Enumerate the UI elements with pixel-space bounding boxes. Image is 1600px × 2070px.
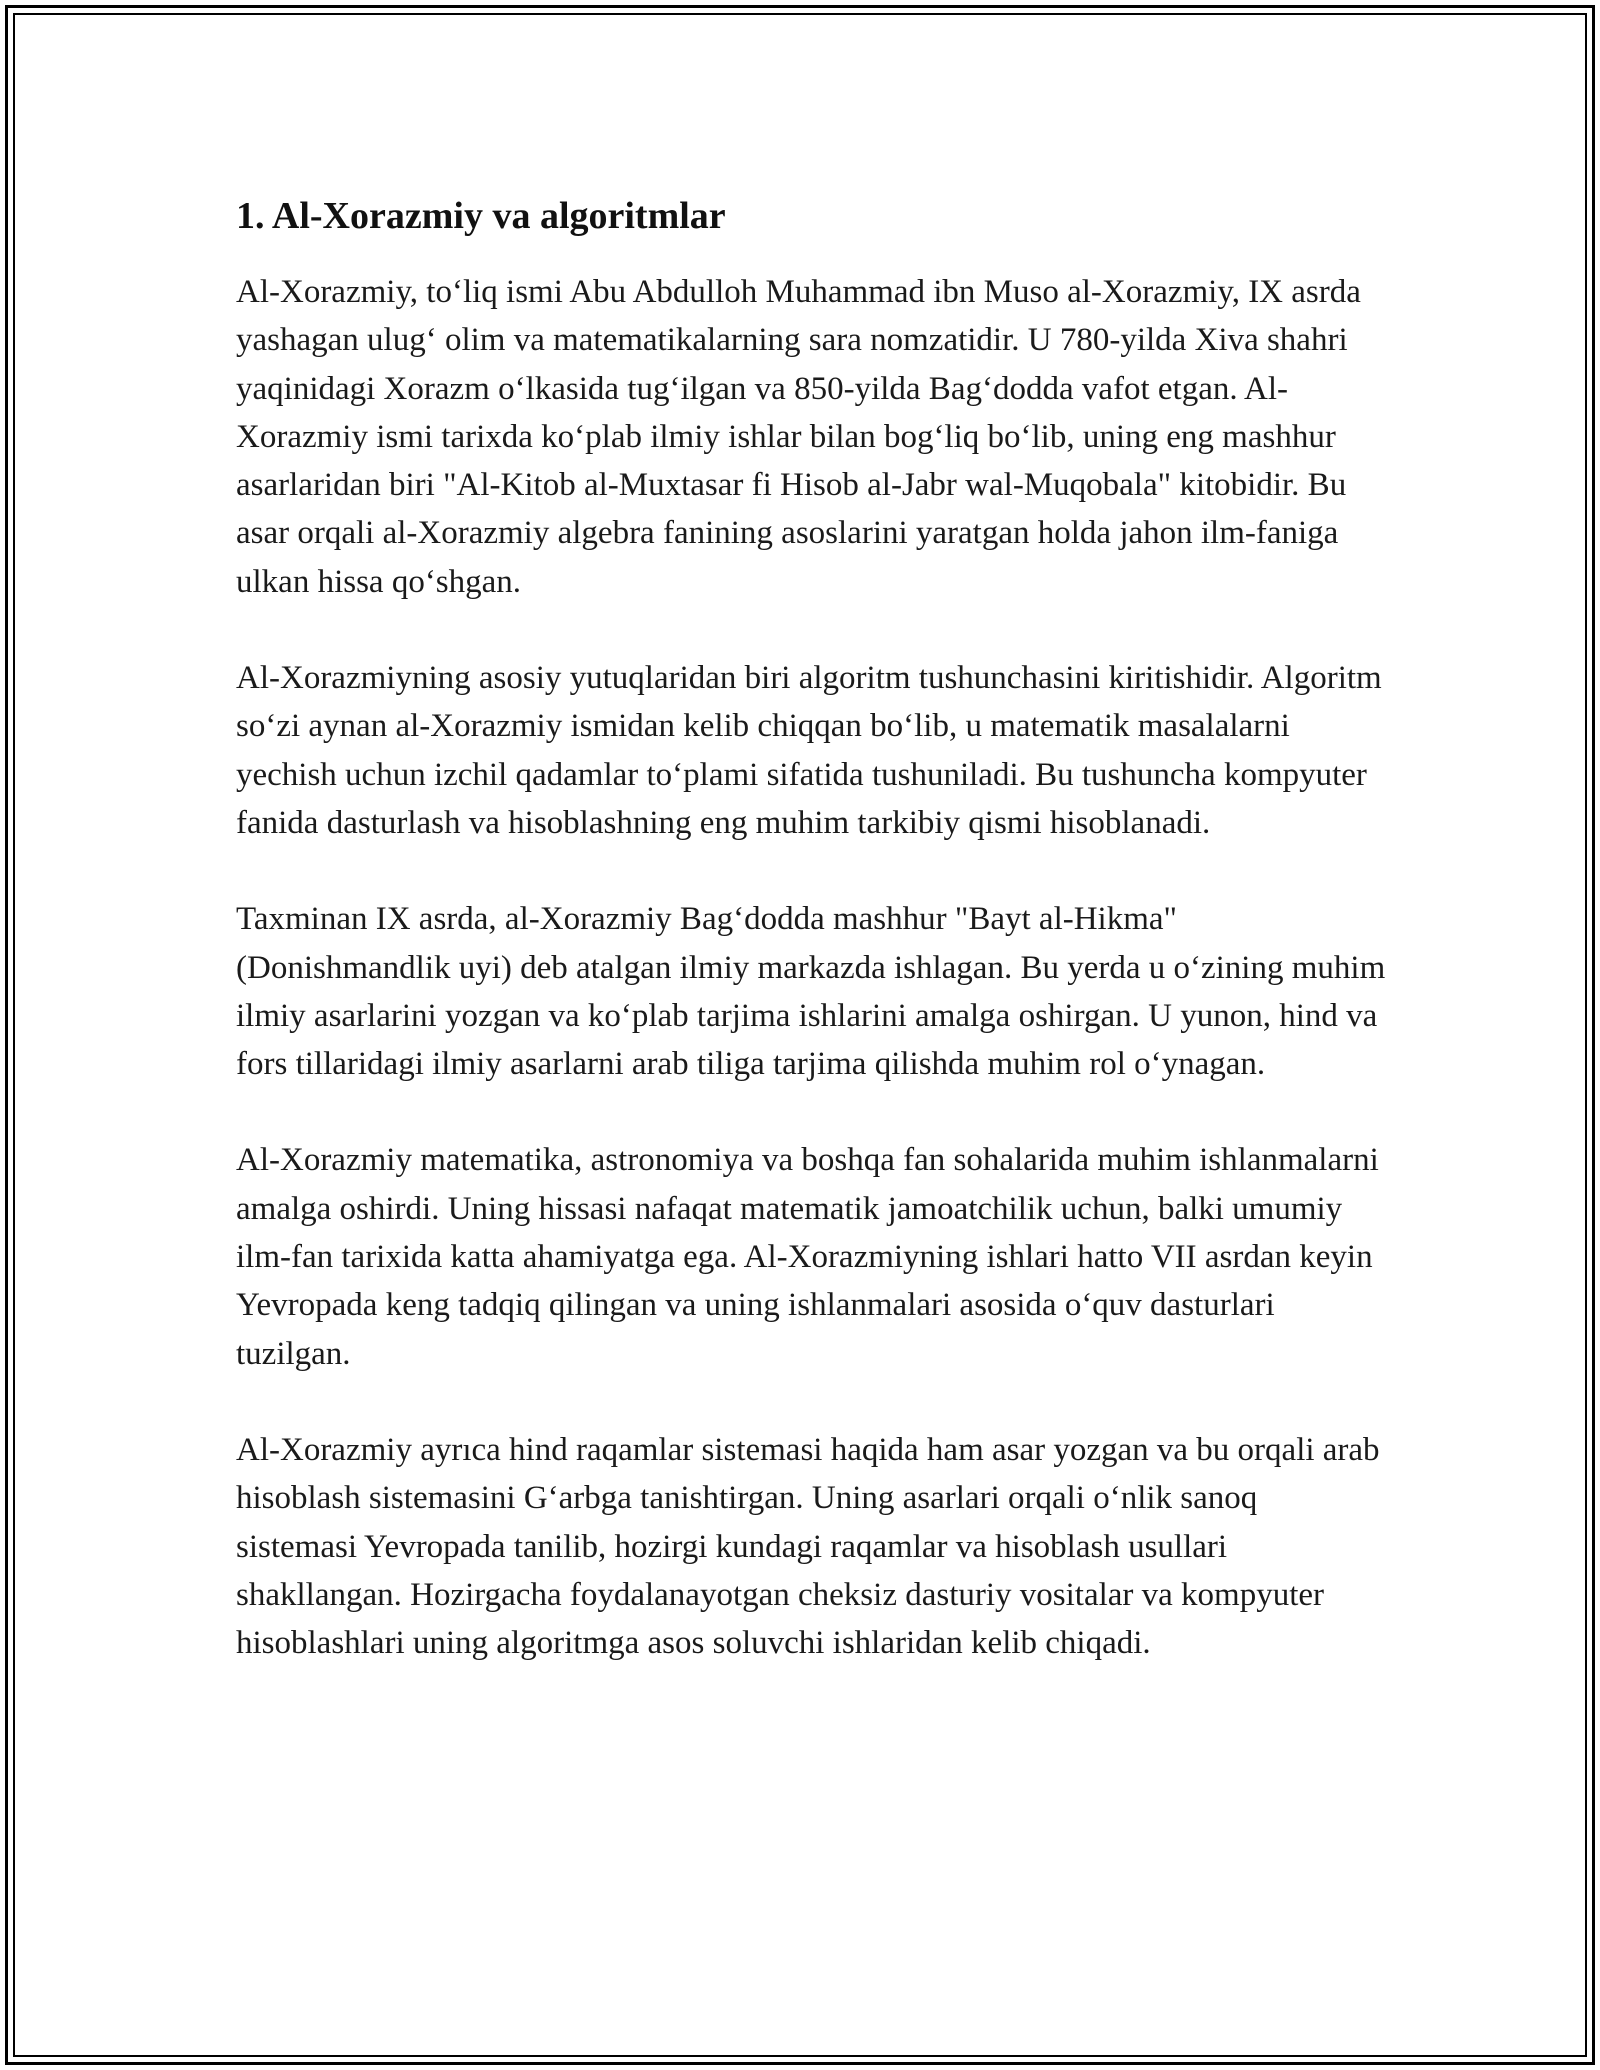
section-heading: 1. Al-Xorazmiy va algoritmlar bbox=[236, 195, 726, 237]
document-body bbox=[236, 186, 1386, 1715]
paragraph-house-of-wisdom: Taxminan IX asrda, al-Xorazmiy Bag‘dodda mashhur "Bayt al-Hikma" (Donishmandlik uyi) deb atalgan ilmiy markazda ishlagan. Bu yerda u o‘zining muhim ilmiy asarlarini yozgan va ko‘plab tarjima ishlarini amalga oshirgan. U yunon, hind va fors tillaridagi ilmiy asarlarni arab tiliga tarjima qilishda muhim rol o‘ynagan. bbox=[236, 901, 1386, 1083]
paragraph-algorithm-concept: Al-Xorazmiyning asosiy yutuqlaridan biri algoritm tushunchasini kiritishidir. Algoritm so‘zi aynan al-Xorazmiy ismidan kelib chiqqan bo‘lib, u matematik masalalarni yechish uchun izchil qadamlar to‘plami sifatida tushuniladi. Bu tushuncha kompyuter fanida dasturlash va hisoblashning eng muhim tarkibiy qismi hisoblanadi. bbox=[236, 660, 1382, 841]
paragraph-numeral-system: Al-Xorazmiy ayrıca hind raqamlar sistemasi haqida ham asar yozgan va bu orqali arab hisoblash sistemasini G‘arbga tanishtirgan. Uning asarlari orqali o‘nlik sanoq sistemasi Yevropada tanilib, hozirgi kundagi raqamlar va hisoblash usullari shakllangan. Hozirgacha foydalanayotgan cheksiz dasturiy vositalar va kompyuter hisoblashlari uning algoritmga asos soluvchi ishlaridan kelib chiqadi. bbox=[236, 1431, 1380, 1662]
paragraph-scientific-legacy: Al-Xorazmiy matematika, astronomiya va boshqa fan sohalarida muhim ishlanmalarni amalga oshirdi. Uning hissasi nafaqat matematik jamoatchilik uchun, balki umumiy ilm-fan tarixida katta ahamiyatga ega. Al-Xorazmiyning ishlari hatto VII asrdan keyin Yevropada keng tadqiq qilingan va uning ishlanmalari asosida o‘quv dasturlari tuzilgan. bbox=[236, 1142, 1379, 1372]
paragraph-biography: Al-Xorazmiy, to‘liq ismi Abu Abdulloh Muhammad ibn Muso al-Xorazmiy, IX asrda yashagan ulug‘ olim va matematikalarning sara nomzatidir. U 780-yilda Xiva shahri yaqinidagi Xorazm o‘lkasida tug‘ilgan va 850-yilda Bag‘dodda vafot etgan. Al-Xorazmiy ismi tarixda ko‘plab ilmiy ishlar bilan bog‘liq bo‘lib, uning eng mashhur asarlaridan biri "Al-Kitob al-Muxtasar fi Hisob al-Jabr wal-Muqobala" kitobidir. Bu asar orqali al-Xorazmiy algebra fanining asoslarini yaratgan holda jahon ilm-faniga ulkan hissa qo‘shgan. bbox=[236, 274, 1361, 600]
